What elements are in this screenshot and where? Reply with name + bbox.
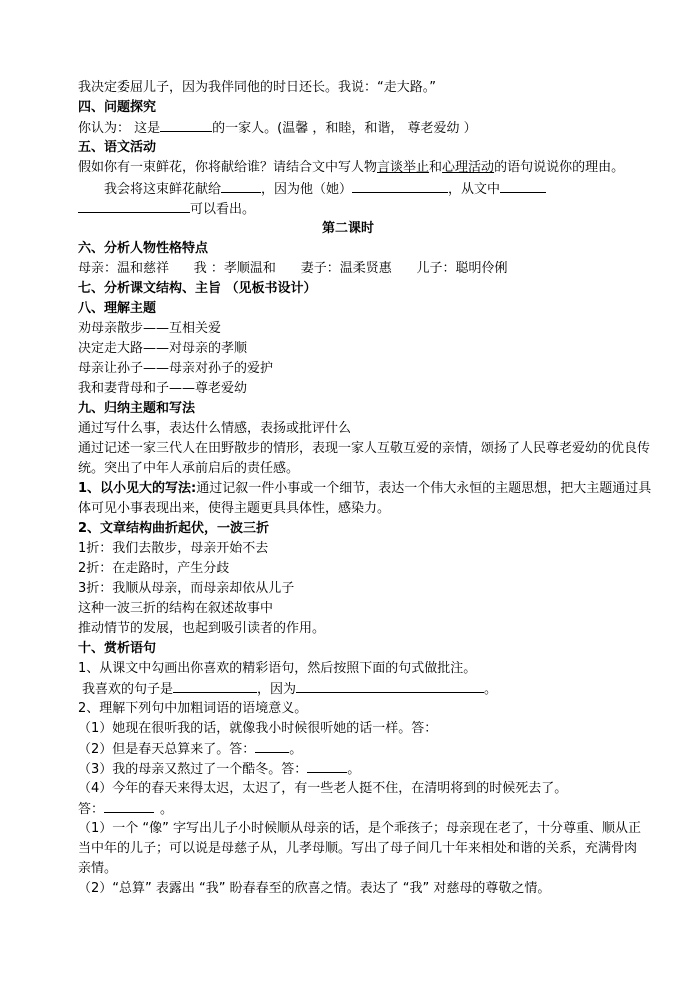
text-line: 母亲让孙子——母亲对孙子的爱护 [78, 361, 274, 376]
text-segment: 假如你有一束鲜花，你将献给谁？请结合文中写人物 [78, 160, 378, 175]
blank-line[interactable] [78, 199, 190, 213]
section-heading-9: 九、归纳主题和写法 [78, 401, 196, 416]
text-line: 当中年的儿子；可以说是母慈子从，儿孝母顺。写出了母子间几十年来相处和谐的关系，充满骨肉 [78, 841, 638, 856]
blank-line[interactable] [500, 179, 546, 193]
text-line: （1）她现在很听我的话，就像我小时候很听她的话一样。答： [78, 721, 438, 736]
text-segment: 你认为： 这是 [78, 121, 161, 136]
underlined-text: 言谈举止 [377, 160, 430, 175]
text-line: 这种一波三折的结构在叙述故事中 [78, 601, 274, 616]
text-line [78, 739, 638, 760]
blank-line[interactable] [104, 799, 154, 813]
text-line [104, 179, 664, 200]
text-line: 我决定委屈儿子，因为我伴同他的时日还长。我说：“走大路。” [78, 80, 436, 95]
section-heading-6: 六、分析人物性格特点 [78, 241, 209, 256]
text-segment: 答： [78, 802, 105, 817]
text-segment: 的语句说说你的理由。 [494, 160, 625, 175]
text-line [78, 799, 638, 820]
text-line: 2折：在走路时，产生分歧 [78, 561, 230, 576]
text-line: 1、从课文中勾画出你喜欢的精彩语句，然后按照下面的句式做批注。 [78, 661, 477, 676]
text-line [78, 479, 652, 499]
text-segment: 。 [484, 682, 498, 697]
text-line: 统。突出了中年人承前启后的责任感。 [78, 461, 300, 476]
text-line: 3折：我顺从母亲，而母亲却依从儿子 [78, 581, 295, 596]
blank-line[interactable] [307, 759, 347, 773]
text-segment: 通过记叙一件小事或一个细节，表达一个伟大永恒的主题思想，把大主题通过具 [196, 481, 652, 496]
text-segment: ，因为 [257, 682, 297, 697]
text-segment: 1、以小见大的写法: [78, 481, 197, 496]
text-line: 通过写什么事，表达什么情感，表扬或批评什么 [78, 421, 352, 436]
text-line [78, 158, 638, 178]
text-line [78, 118, 638, 139]
text-line: （1）一个 “像” 字写出儿子小时候顺从母亲的话，是个乖孩子；母亲现在老了，十分尊重、顺从正 [78, 821, 642, 836]
text-segment: （2）但是春天总算来了。答： [78, 742, 256, 757]
blank-line[interactable] [221, 179, 261, 193]
text-segment: （3）我的母亲又熬过了一个酷冬。答： [78, 762, 308, 777]
text-line: 亲情。 [78, 861, 118, 876]
blank-line[interactable] [255, 739, 289, 753]
text-line: 2、理解下列句中加粗词语的语境意义。 [78, 701, 308, 716]
underlined-text: 心理活动 [442, 160, 495, 175]
text-line: 决定走大路——对母亲的孝顺 [78, 341, 248, 356]
text-line: 母亲：温和慈祥 我 ：孝顺温和 妻子：温柔贤惠 儿子：聪明伶俐 [78, 261, 508, 276]
blank-line[interactable] [160, 118, 212, 132]
text-line [82, 679, 642, 700]
text-segment: ，因为他（她） [261, 182, 353, 197]
text-line: 推动情节的发展，也起到吸引读者的作用。 [78, 621, 326, 636]
text-segment: 可以看出。 [190, 202, 256, 217]
text-line [78, 759, 638, 780]
text-segment: 。 [289, 742, 303, 757]
text-segment: 我喜欢的句子是 [82, 682, 174, 697]
text-segment: 和 [429, 160, 443, 175]
blank-line[interactable] [173, 679, 257, 693]
section-heading-5: 五、语文活动 [78, 140, 157, 155]
text-line: （2）“总算” 表露出 “我” 盼春春至的欣喜之情。表达了 “我” 对慈母的尊敬之情。 [78, 881, 551, 896]
text-segment: 。 [347, 762, 361, 777]
section-heading-8: 八、理解主题 [78, 301, 157, 316]
lesson-title: 第二课时 [321, 221, 374, 236]
text-line: 1折：我们去散步，母亲开始不去 [78, 541, 269, 556]
blank-line[interactable] [296, 679, 484, 693]
text-segment: ，从文中 [448, 182, 501, 197]
text-line: 通过记述一家三代人在田野散步的情形，表现一家人互敬互爱的亲情，颂扬了人民尊老爱幼的优良传 [78, 441, 651, 456]
text-line: （4）今年的春天来得太迟，太迟了，有一些老人挺不住，在清明将到的时候死去了。 [78, 781, 568, 796]
subheading: 2、文章结构曲折起伏，一波三折 [78, 521, 270, 536]
text-line: 劝母亲散步——互相关爱 [78, 321, 222, 336]
text-segment: 。 [160, 802, 174, 817]
text-line [78, 199, 638, 220]
section-heading-10: 十、赏析语句 [78, 641, 157, 656]
section-heading-4: 四、问题探究 [78, 100, 157, 115]
section-heading-7: 七、分析课文结构、主旨 （见板书设计） [78, 281, 317, 296]
text-segment: 的一家人。(温馨 ，和睦，和谐， 尊老爱幼 ） [212, 121, 477, 136]
text-line: 体可见小事表现出来，使得主题更具具体性，感染力。 [78, 501, 391, 516]
text-segment: 我会将这束鲜花献给 [104, 182, 222, 197]
text-line: 我和妻背母和子——尊老爱幼 [78, 381, 248, 396]
blank-line[interactable] [352, 179, 448, 193]
